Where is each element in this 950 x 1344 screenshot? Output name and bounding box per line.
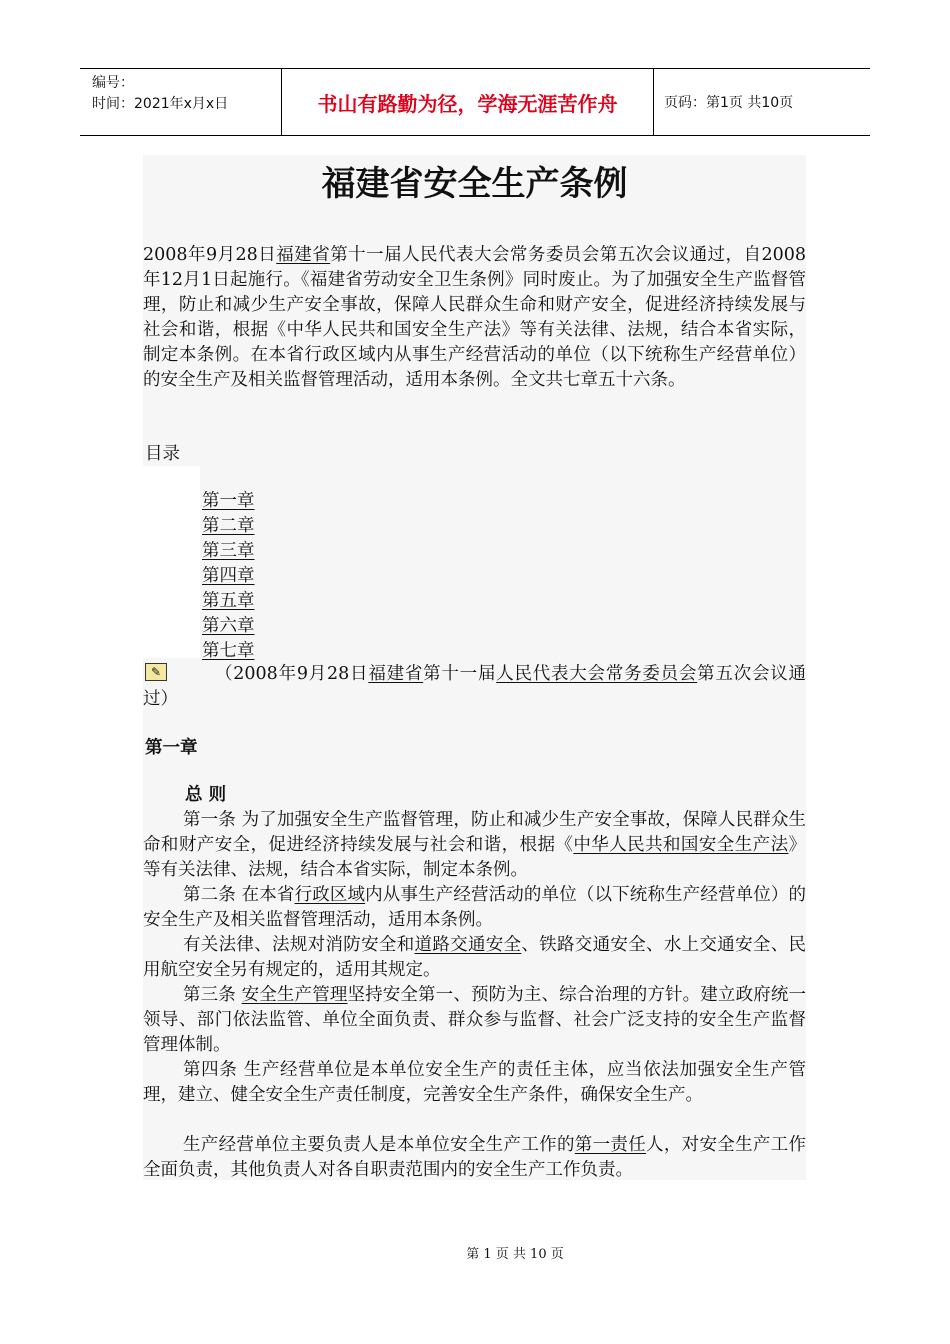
toc-indent-gap xyxy=(143,466,200,658)
toc-link-chapter-7[interactable]: 第七章 xyxy=(202,641,255,661)
article-2-paragraph-2: 有关法律、法规对消防安全和道路交通安全、铁路交通安全、水上交通安全、民用航空安全另有规定的，适用其规定。 xyxy=(143,935,807,980)
article-2: 第二条 在本省行政区域内从事生产经营活动的单位（以下统称生产经营单位）的安全生产及相关监督管理活动，适用本条例。 xyxy=(143,885,807,930)
toc-link-chapter-1[interactable]: 第一章 xyxy=(202,491,255,511)
toc-link-chapter-3[interactable]: 第三章 xyxy=(202,541,255,561)
link-road-safety[interactable]: 道路交通安全 xyxy=(414,935,522,955)
link-safety-law[interactable]: 中华人民共和国安全生产法 xyxy=(573,835,789,855)
link-first-responsibility[interactable]: 第一责任 xyxy=(574,1135,647,1155)
serial-label: 编号： xyxy=(92,75,134,91)
article-3: 第三条 安全生产管理坚持安全第一、预防为主、综合治理的方针。建立政府统一领导、部门依法监管、单位全面负责、群众参与监督、社会广泛支持的安全生产监督管理体制。 xyxy=(143,985,806,1055)
document-title: 福建省安全生产条例 xyxy=(321,164,628,204)
header-meta xyxy=(80,69,281,135)
adoption-note: （2008年9月28日福建省第十一届人民代表大会常务委员会第五次会议通过） xyxy=(143,664,807,709)
date-label: 时间：2021年x月x日 xyxy=(92,96,229,112)
document-icon[interactable]: ✎ xyxy=(145,663,167,681)
header-motto: 书山有路勤为径，学海无涯苦作舟 xyxy=(281,69,654,135)
chapter-heading: 第一章 xyxy=(145,738,198,758)
link-fujian-2[interactable]: 福建省 xyxy=(368,664,424,684)
page-header xyxy=(80,68,870,136)
article-1: 第一条 为了加强安全生产监督管理，防止和减少生产安全事故，保障人民群众生命和财产安全，促进经济持续发展与社会和谐，根据《中华人民共和国安全生产法》等有关法律、法规，结合本省实际，制定本条例。 xyxy=(143,810,807,880)
table-of-contents xyxy=(202,489,255,664)
header-page-label: 页码：第1页 共10页 xyxy=(664,95,794,111)
intro-paragraph: 2008年9月28日福建省第十一届人民代表大会常务委员会第五次会议通过，自2008年12月1日起施行。《福建省劳动安全卫生条例》同时废止。为了加强安全生产监督管理，防止和减少生产安全事故，保障人民群众生命和财产安全，促进经济持续发展与社会和谐，根据《中华人民共和国安全生产法》等有关法律、法规，结合本省实际，制定本条例。在本省行政区域内从事生产经营活动的单位（以下统称生产经营单位）的安全生产及相关监督管理活动，适用本条例。全文共七章五十六条。 xyxy=(143,245,806,390)
toc-link-chapter-5[interactable]: 第五章 xyxy=(202,591,255,611)
link-fujian[interactable]: 福建省 xyxy=(276,245,331,265)
page-footer: 第 1 页 共 10 页 xyxy=(466,1247,564,1262)
link-admin-region[interactable]: 行政区域 xyxy=(294,885,366,905)
article-4: 第四条 生产经营单位是本单位安全生产的责任主体，应当依法加强安全生产管理，建立、健全安全生产责任制度，完善安全生产条件，确保安全生产。 xyxy=(143,1060,806,1105)
link-safety-management[interactable]: 安全生产管理 xyxy=(241,985,348,1005)
section-heading: 总 则 xyxy=(185,785,227,805)
toc-link-chapter-2[interactable]: 第二章 xyxy=(202,516,255,536)
link-npc-standing-committee[interactable]: 人民代表大会常务委员会 xyxy=(496,664,698,684)
toc-link-chapter-4[interactable]: 第四章 xyxy=(202,566,255,586)
toc-label: 目录 xyxy=(145,444,180,464)
toc-link-chapter-6[interactable]: 第六章 xyxy=(202,616,255,636)
article-4-paragraph-2: 生产经营单位主要负责人是本单位安全生产工作的第一责任人，对安全生产工作全面负责，其他负责人对各自职责范围内的安全生产工作负责。 xyxy=(143,1135,807,1180)
